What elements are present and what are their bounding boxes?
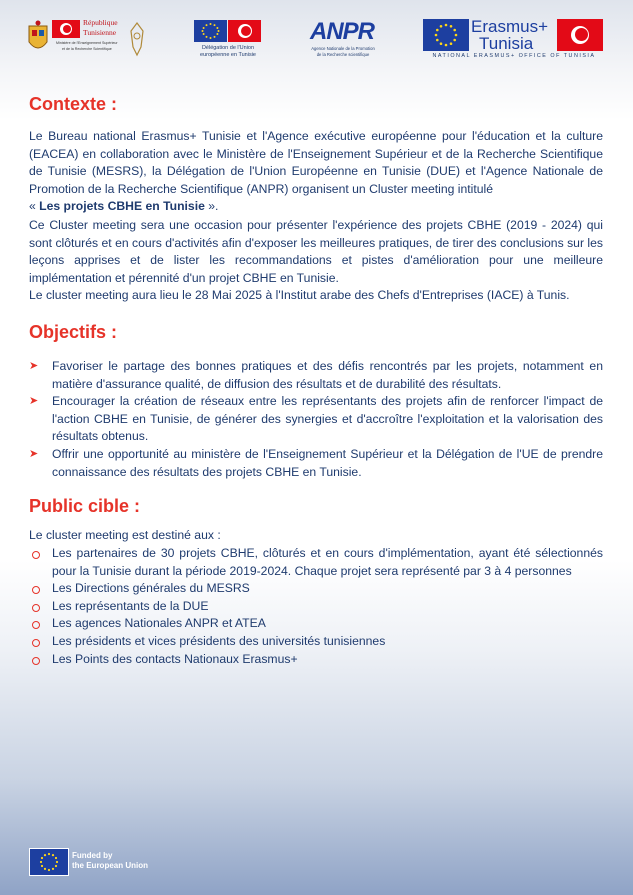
contexte-paragraph-3: Le cluster meeting aura lieu le 28 Mai 2025 à l'Institut arabe des Chefs d'Entreprises (IACE) à Tunis. [29, 288, 570, 302]
delegation-label-1: Délégation de l'Union [201, 45, 255, 51]
public-text: Les partenaires de 30 projets CBHE, clôturés et en cours d'implémentation, ayant été sélectionnés pour la Tunisie durant la période 2019-2024. Chaque projet sera représenté par 3 à 4 personnes [52, 546, 603, 578]
arrow-bullet-icon: ➤ [29, 395, 39, 407]
funded-by-label: Funded by [72, 851, 113, 860]
ministere-label: Ministère de l'Enseignement Supérieur [56, 41, 118, 45]
tunisia-flag-icon [228, 20, 261, 42]
anpr-wordmark: ANPR [310, 18, 375, 45]
erasmus-wordmark: Erasmus+ [471, 17, 548, 36]
public-text: Les présidents et vices présidents des universités tunisiennes [52, 634, 386, 648]
public-text: Les Directions générales du MESRS [52, 581, 250, 595]
circle-bullet-icon [32, 651, 40, 672]
public-text: Les représentants de la DUE [52, 599, 209, 613]
logo-republique-tunisienne [27, 18, 149, 60]
contexte-p1-text: Le Bureau national Erasmus+ Tunisie et l'Agence exécutive européenne pour l'éducation et la culture (EACEA) en collaboration avec le Ministère de l'Enseignement Supérieur et de la Recherche Scientifique de Tunisie (MESRS), la Délégation de l'Union Européenne en Tunisie (DUE) et l'Agence Nationale de Promotion de la Recherche Scientifique (ANPR) organisent un Cluster meeting intitulé [29, 129, 603, 196]
contexte-p1-quote-close: ». [204, 199, 219, 214]
european-union-label: the European Union [72, 861, 148, 870]
contexte-p1-quote-open: « [29, 199, 40, 214]
funded-by-eu-logo [29, 848, 169, 876]
contexte-heading: Contexte : [29, 94, 118, 114]
arrow-bullet-icon: ➤ [29, 360, 39, 372]
public-cible-heading: Public cible : [29, 496, 141, 516]
objectif-text: Offrir une opportunité au ministère de l'Enseignement Supérieur et la Délégation de l'UE de prendre connaissance des résultats des projets CBHE en Tunisie. [52, 447, 603, 479]
objectifs-heading: Objectifs : [29, 322, 118, 342]
delegation-label-2: européenne en Tunisie [200, 52, 256, 58]
tunisia-flag-large-icon [557, 19, 603, 51]
contexte-paragraph-1 [29, 128, 603, 216]
tunisienne-label: Tunisienne [83, 28, 117, 37]
coat-of-arms-icon [27, 20, 49, 56]
recherche-label: et de la Recherche Scientifique [62, 47, 112, 51]
ministry-emblem-icon [127, 21, 147, 57]
tunisia-wordmark: Tunisia [479, 34, 534, 53]
arrow-bullet-icon: ➤ [29, 448, 39, 460]
public-text: Les Points des contacts Nationaux Erasmus+ [52, 652, 298, 666]
eu-flag-footer-icon [29, 848, 69, 876]
header-logos [0, 0, 633, 75]
republique-label: République [83, 18, 118, 27]
objectif-text: Favoriser le partage des bonnes pratiques et des défis rencontrés par les projets, notamment en matière d'assurance qualité, de diffusion des résultats et de durabilité des résultats. [52, 359, 603, 391]
eu-flag-icon [194, 20, 227, 42]
logo-anpr [306, 18, 380, 60]
eu-flag-large-icon [423, 19, 469, 51]
erasmus-tagline: NATIONAL ERASMUS+ OFFICE OF TUNISIA [432, 53, 596, 59]
circle-bullet-icon [32, 545, 40, 566]
contexte-paragraph-2: Ce Cluster meeting sera une occasion pour présenter l'expérience des projets CBHE (2019 - 2024) qui sont clôturés et en cours d'activités afin d'exposer les meilleures pratiques, de tirer des conclusions sur les leçons apprises et de lister les recommandations et pistes d'amélioration pour une meilleure implémentation et pérennité d'un projet CBHE en Tunisie. [29, 218, 603, 285]
cluster-meeting-title: Les projets CBHE en Tunisie [39, 199, 205, 214]
anpr-label-2: de la Recherche scientifique [316, 52, 370, 57]
logo-delegation-ue [194, 20, 262, 60]
anpr-label-1: Agence Nationale de la Promotion [311, 46, 375, 51]
public-text: Les agences Nationales ANPR et ATEA [52, 616, 266, 630]
objectif-text: Encourager la création de réseaux entre les représentants des projets afin de renforcer l'impact de l'action CBHE en Tunisie, de générer des synergies et d'accroître l'exploitation et la valorisation des résultats obtenus. [52, 394, 603, 444]
logo-erasmus-tunisia [423, 19, 605, 61]
tunisia-flag-small [52, 20, 80, 38]
public-intro: Le cluster meeting est destiné aux : [29, 528, 221, 542]
